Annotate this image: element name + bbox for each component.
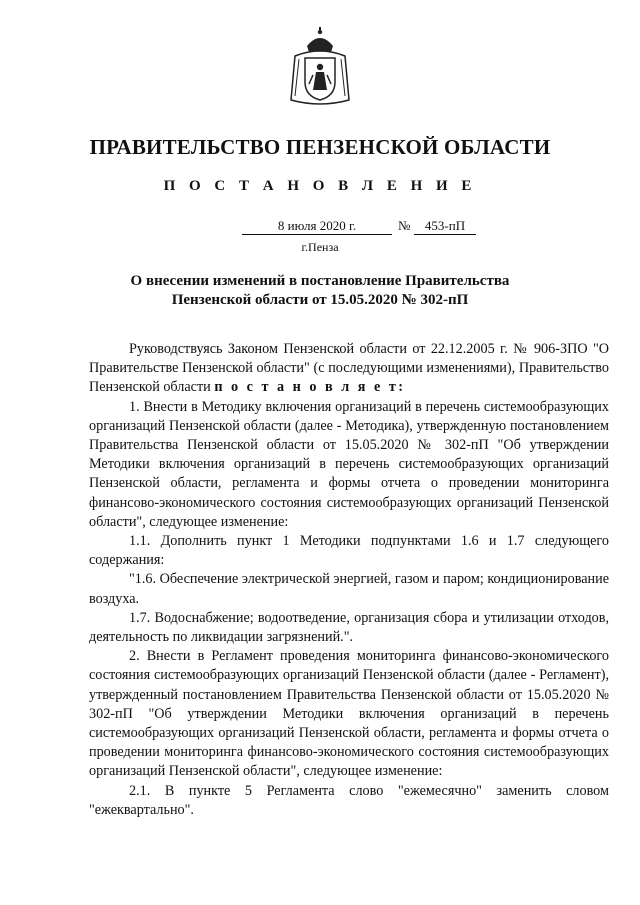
resolves-keyword: п о с т а н о в л я е т: — [214, 379, 406, 396]
preamble-text: Руководствуясь Законом Пензенской области от 22.12.2005 г. № 906-ЗПО "О Правительстве Пензенской области" (с последующими изменениями), Правительство Пензенской области — [89, 341, 609, 396]
document-number: 453-пП — [414, 218, 476, 235]
city: г.Пенза — [301, 240, 339, 254]
paragraph-1-6: "1.6. Обеспечение электрической энергией, газом и паром; кондиционирование воздуха. — [89, 571, 609, 607]
document-body — [89, 340, 609, 820]
subject-line-1: О внесении изменений в постановление Правительства — [130, 273, 510, 289]
number-label: № — [398, 218, 411, 233]
government-title: ПРАВИТЕЛЬСТВО ПЕНЗЕНСКОЙ ОБЛАСТИ — [89, 135, 551, 159]
paragraph-2: 2. Внести в Регламент проведения мониторинга финансово-экономического состояния системообразующих организаций Пензенской области (далее - Регламент), утвержденный постановлением Правительства Пензенской области от 15.05.2020 № 302-пП "Об утверждении Методики включения организаций в перечень системообразующих организаций Пензенской области, регламента и формы отчета о проведении мониторинга финансово-экономического состояния системообразующих организаций Пензенской области", следующее изменение: — [89, 648, 609, 780]
preamble-paragraph — [89, 340, 609, 398]
paragraph-2-1: 2.1. В пункте 5 Регламента слово "ежемесячно" заменить словом "ежеквартально". — [89, 782, 609, 818]
paragraph-1-7: 1.7. Водоснабжение; водоотведение, организация сбора и утилизации отходов, деятельность по ликвидации загрязнений.". — [89, 609, 609, 646]
penza-coat-of-arms-icon — [287, 26, 353, 108]
document-type: П О С Т А Н О В Л Е Н И Е — [163, 178, 477, 194]
document-date: 8 июля 2020 г. — [242, 218, 392, 235]
paragraph-1-1: 1.1. Дополнить пункт 1 Методики подпунктами 1.6 и 1.7 следующего содержания: — [89, 533, 609, 569]
paragraph-1: 1. Внести в Методику включения организаций в перечень системообразующих организаций Пензенской области (далее - Методика), утвержденную постановлением Правительства Пензенской области от 15.05.2020 № 302-пП "Об утверждении Методики включения организаций в перечень системообразующих организаций Пензенской области, регламента и формы отчета о проведении мониторинга финансово-экономического состояния системообразующих организаций Пензенской области", следующее изменение: — [89, 398, 609, 530]
date-number-line — [0, 218, 640, 238]
subject-line-2: Пензенской области от 15.05.2020 № 302-пП — [171, 292, 469, 308]
document-subject — [0, 272, 640, 310]
